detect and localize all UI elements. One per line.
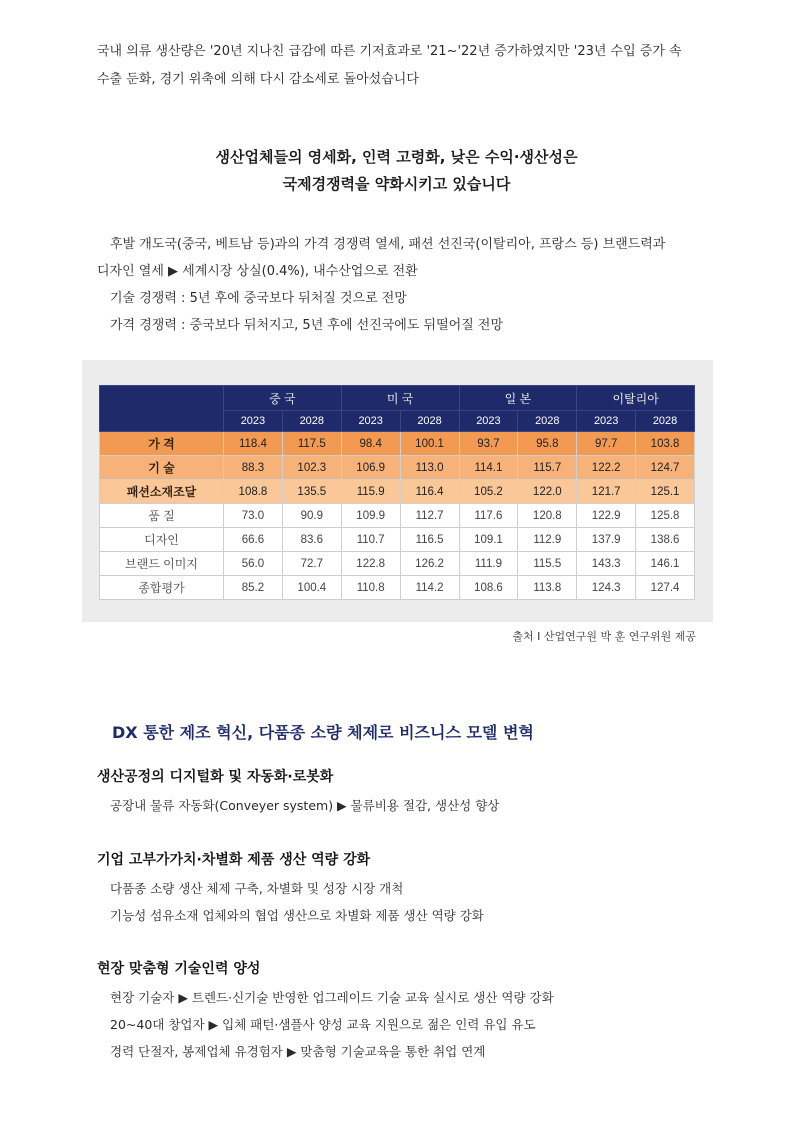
row-label: 브랜드 이미지 <box>100 552 224 576</box>
body-line-2: 디자인 열세 ▶ 세계시장 상실(0.4%), 내수산업으로 전환 <box>97 264 418 279</box>
table-cell: 114.1 <box>459 456 518 480</box>
table-source: 출처 I 산업연구원 박 훈 연구위원 제공 <box>512 630 696 643</box>
country-header: 이탈리아 <box>577 386 695 411</box>
table-cell: 118.4 <box>224 432 283 456</box>
table-cell: 109.1 <box>459 528 518 552</box>
year-header: 2023 <box>224 411 283 432</box>
intro-line-2: 수출 둔화, 경기 위축에 의해 다시 감소세로 돌아섰습니다 <box>97 72 419 87</box>
table-cell: 121.7 <box>577 480 636 504</box>
table-cell: 115.5 <box>518 552 577 576</box>
row-label: 종합평가 <box>100 576 224 600</box>
table-cell: 113.8 <box>518 576 577 600</box>
table-cell: 122.2 <box>577 456 636 480</box>
table-cell: 100.1 <box>400 432 459 456</box>
table-cell: 116.5 <box>400 528 459 552</box>
table-cell: 112.7 <box>400 504 459 528</box>
country-header: 일 본 <box>459 386 577 411</box>
table-cell: 109.9 <box>341 504 400 528</box>
row-label: 기 술 <box>100 456 224 480</box>
row-label: 디자인 <box>100 528 224 552</box>
table-cell: 115.9 <box>341 480 400 504</box>
table-cell: 56.0 <box>224 552 283 576</box>
table-cell: 120.8 <box>518 504 577 528</box>
year-header: 2028 <box>400 411 459 432</box>
year-header: 2023 <box>341 411 400 432</box>
list-item: 경력 단절자, 봉제업체 유경험자 ▶ 맞춤형 기술교육을 통한 취업 연계 <box>110 1044 486 1059</box>
table-cell: 143.3 <box>577 552 636 576</box>
table-cell: 138.6 <box>636 528 695 552</box>
headline-line-2: 국제경쟁력을 약화시키고 있습니다 <box>282 175 511 193</box>
table-cell: 112.9 <box>518 528 577 552</box>
subheading-value-added: 기업 고부가가치·차별화 제품 생산 역량 강화 <box>97 852 371 868</box>
table-cell: 108.8 <box>224 480 283 504</box>
table-cell: 137.9 <box>577 528 636 552</box>
table-cell: 117.5 <box>282 432 341 456</box>
table-cell: 93.7 <box>459 432 518 456</box>
table-cell: 73.0 <box>224 504 283 528</box>
list-item: 다품종 소량 생산 체제 구축, 차별화 및 성장 시장 개척 <box>110 881 404 896</box>
table-cell: 72.7 <box>282 552 341 576</box>
table-cell: 97.7 <box>577 432 636 456</box>
table-cell: 117.6 <box>459 504 518 528</box>
table-cell: 125.1 <box>636 480 695 504</box>
table-cell: 88.3 <box>224 456 283 480</box>
table-cell: 105.2 <box>459 480 518 504</box>
row-label: 품 질 <box>100 504 224 528</box>
body-line-3: 기술 경쟁력 : 5년 후에 중국보다 뒤처질 것으로 전망 <box>110 291 407 306</box>
table-cell: 125.8 <box>636 504 695 528</box>
competitiveness-table <box>99 385 695 600</box>
table-cell: 103.8 <box>636 432 695 456</box>
table-cell: 106.9 <box>341 456 400 480</box>
table-cell: 126.2 <box>400 552 459 576</box>
table-cell: 95.8 <box>518 432 577 456</box>
table-cell: 85.2 <box>224 576 283 600</box>
table-cell: 83.6 <box>282 528 341 552</box>
list-item: 현장 기술자 ▶ 트렌드·신기술 반영한 업그레이드 기술 교육 실시로 생산 역량 강화 <box>110 990 554 1005</box>
year-header: 2023 <box>459 411 518 432</box>
table-cell: 124.7 <box>636 456 695 480</box>
table-cell: 135.5 <box>282 480 341 504</box>
table-cell: 98.4 <box>341 432 400 456</box>
table-cell: 111.9 <box>459 552 518 576</box>
table-cell: 108.6 <box>459 576 518 600</box>
table-cell: 90.9 <box>282 504 341 528</box>
table-cell: 124.3 <box>577 576 636 600</box>
comparison-table-figure <box>82 360 713 622</box>
table-cell: 122.0 <box>518 480 577 504</box>
table-corner-cell <box>100 386 224 432</box>
list-item: 공장내 물류 자동화(Conveyer system) ▶ 물류비용 절감, 생산성 향상 <box>110 798 500 813</box>
section-title: DX 통한 제조 혁신, 다품종 소량 체제로 비즈니스 모델 변혁 <box>112 723 534 742</box>
country-header: 미 국 <box>341 386 459 411</box>
table-row <box>100 528 695 552</box>
table-cell: 100.4 <box>282 576 341 600</box>
table-cell: 114.2 <box>400 576 459 600</box>
table-cell: 113.0 <box>400 456 459 480</box>
table-cell: 146.1 <box>636 552 695 576</box>
table-row <box>100 456 695 480</box>
table-cell: 122.8 <box>341 552 400 576</box>
body-line-1: 후발 개도국(중국, 베트남 등)과의 가격 경쟁력 열세, 패션 선진국(이탈리아, 프랑스 등) 브랜드력과 <box>110 237 666 252</box>
subheading-workforce: 현장 맞춤형 기술인력 양성 <box>97 961 261 977</box>
year-header: 2028 <box>636 411 695 432</box>
table-row <box>100 432 695 456</box>
table-cell: 116.4 <box>400 480 459 504</box>
year-header: 2028 <box>282 411 341 432</box>
country-header: 중 국 <box>224 386 342 411</box>
body-line-4: 가격 경쟁력 : 중국보다 뒤처지고, 5년 후에 선진국에도 뒤떨어질 전망 <box>110 318 504 333</box>
list-item: 20~40대 창업자 ▶ 입체 패턴·샘플사 양성 교육 지원으로 젊은 인력 유입 유도 <box>110 1017 536 1032</box>
table-row <box>100 504 695 528</box>
table-row <box>100 576 695 600</box>
table-cell: 110.7 <box>341 528 400 552</box>
year-header: 2023 <box>577 411 636 432</box>
list-item: 기능성 섬유소재 업체와의 협업 생산으로 차별화 제품 생산 역량 강화 <box>110 908 484 923</box>
year-header: 2028 <box>518 411 577 432</box>
table-cell: 122.9 <box>577 504 636 528</box>
table-cell: 115.7 <box>518 456 577 480</box>
row-label: 패션소재조달 <box>100 480 224 504</box>
table-row <box>100 480 695 504</box>
intro-line-1: 국내 의류 생산량은 '20년 지나친 급감에 따른 기저효과로 '21~'22년 증가하였지만 '23년 수입 증가 속 <box>97 44 682 59</box>
table-row <box>100 552 695 576</box>
table-cell: 66.6 <box>224 528 283 552</box>
table-cell: 127.4 <box>636 576 695 600</box>
subheading-digitalization: 생산공정의 디지털화 및 자동화·로봇화 <box>97 769 334 785</box>
table-cell: 110.8 <box>341 576 400 600</box>
headline-line-1: 생산업체들의 영세화, 인력 고령화, 낮은 수익·생산성은 <box>215 148 578 166</box>
table-cell: 102.3 <box>282 456 341 480</box>
row-label: 가 격 <box>100 432 224 456</box>
